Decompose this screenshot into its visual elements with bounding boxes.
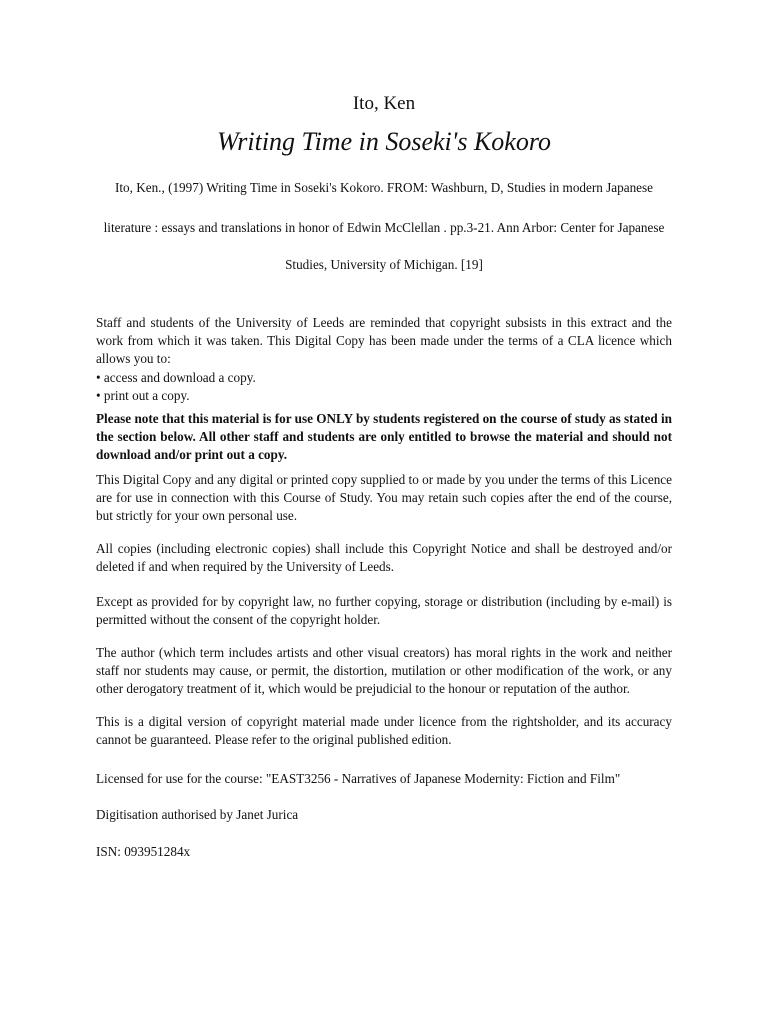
- copyright-intro-text: Staff and students of the University of Leeds are reminded that copyright subsists in this extract and the work from which it was taken. This Digital Copy has been made under the terms of a CLA licence which allows you to:: [96, 315, 672, 367]
- moral-rights-paragraph: The author (which term includes artists and other visual creators) has moral rights in the work and neither staff nor students may cause, or permit, the distortion, mutilation or other modification of the work, or any other derogatory treatment of it, which would be prejudicial to the honour or reputation of the author.: [96, 645, 672, 697]
- digital-version-paragraph: This is a digital version of copyright material made under licence from the rightsholder, and its accuracy cannot be guaranteed. Please refer to the original published edition.: [96, 714, 672, 748]
- digital-copy-paragraph: This Digital Copy and any digital or printed copy supplied to or made by you under the terms of this Licence are for use in connection with this Course of Study. You may retain such copies after the end of the course, but strictly for your own personal use.: [96, 472, 672, 524]
- course-licence-line: Licensed for use for the course: "EAST3256 - Narratives of Japanese Modernity: Fiction and Film": [96, 771, 621, 786]
- citation-line-1: Ito, Ken., (1997) Writing Time in Soseki's Kokoro. FROM: Washburn, D, Studies in modern Japanese: [114, 180, 654, 195]
- copyright-intro: [96, 314, 672, 405]
- citation-line-2: literature : essays and translations in honor of Edwin McClellan . pp.3-21. Ann Arbor: Center for Japanese: [103, 220, 665, 235]
- copying-restriction-paragraph: Except as provided for by copyright law, no further copying, storage or distribution (including by e-mail) is permitted without the consent of the copyright holder.: [96, 594, 672, 628]
- digitisation-line: Digitisation authorised by Janet Jurica: [96, 807, 299, 822]
- usage-restriction-note: Please note that this material is for use ONLY by students registered on the course of study as stated in the section below. All other staff and students are only entitled to browse the material and should not download and/or print out a copy.: [96, 411, 672, 463]
- all-copies-paragraph: All copies (including electronic copies) shall include this Copyright Notice and shall be destroyed and/or deleted if and when required by the University of Leeds.: [96, 541, 672, 575]
- isn-line: ISN: 093951284x: [96, 844, 191, 859]
- bullet-print: • print out a copy.: [96, 387, 190, 403]
- bullet-access-download: • access and download a copy.: [96, 369, 256, 385]
- author-name: Ito, Ken: [352, 93, 416, 114]
- citation-line-3: Studies, University of Michigan. [19]: [285, 257, 483, 272]
- document-title: Writing Time in Soseki's Kokoro: [217, 127, 551, 156]
